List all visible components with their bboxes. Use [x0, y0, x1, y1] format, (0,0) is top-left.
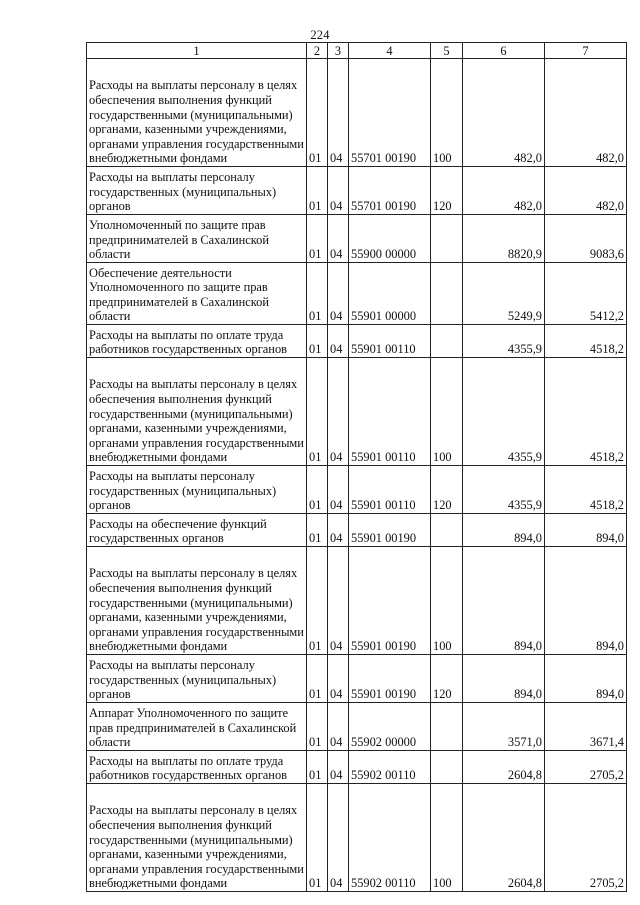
amount-year2-cell: 894,0: [545, 514, 627, 547]
amount-year2-cell: 894,0: [545, 655, 627, 703]
amount-year1-cell: 894,0: [463, 547, 545, 655]
table-row: [87, 751, 627, 784]
amount-year1-cell: 5249,9: [463, 263, 545, 325]
subsection-code-cell: 04: [328, 215, 349, 263]
target-article-cell: 55901 00190: [349, 655, 431, 703]
expense-type-cell: 100: [431, 784, 463, 892]
table-row: [87, 59, 627, 167]
row-name-cell: Расходы на выплаты персоналу государственных (муниципальных) органов: [87, 466, 307, 514]
subsection-code-cell: 04: [328, 325, 349, 358]
amount-year1-cell: 894,0: [463, 655, 545, 703]
column-header-3: 3: [328, 43, 349, 59]
section-code-cell: 01: [307, 263, 328, 325]
expense-type-cell: 100: [431, 547, 463, 655]
row-name-cell: Расходы на выплаты персоналу в целях обеспечения выполнения функций государственными (муниципальными) органами, казенными учреждениями, органами управления государственными внебюджетными фондами: [87, 358, 307, 466]
table-row: [87, 263, 627, 325]
expense-type-cell: 120: [431, 655, 463, 703]
amount-year2-cell: 482,0: [545, 167, 627, 215]
expense-type-cell: [431, 263, 463, 325]
section-code-cell: 01: [307, 655, 328, 703]
row-name-cell: Расходы на выплаты персоналу в целях обеспечения выполнения функций государственными (муниципальными) органами, казенными учреждениями, органами управления государственными внебюджетными фондами: [87, 784, 307, 892]
table-row: [87, 547, 627, 655]
expense-type-cell: [431, 703, 463, 751]
subsection-code-cell: 04: [328, 547, 349, 655]
row-name-cell: Расходы на выплаты персоналу в целях обеспечения выполнения функций государственными (муниципальными) органами, казенными учреждениями, органами управления государственными внебюджетными фондами: [87, 547, 307, 655]
row-name-cell: Расходы на выплаты персоналу государственных (муниципальных) органов: [87, 167, 307, 215]
amount-year2-cell: 482,0: [545, 59, 627, 167]
column-header-7: 7: [545, 43, 627, 59]
amount-year1-cell: 482,0: [463, 167, 545, 215]
section-code-cell: 01: [307, 547, 328, 655]
table-row: [87, 514, 627, 547]
table-row: [87, 784, 627, 892]
row-name-cell: Уполномоченный по защите прав предпринимателей в Сахалинской области: [87, 215, 307, 263]
amount-year1-cell: 894,0: [463, 514, 545, 547]
table-row: [87, 167, 627, 215]
row-name-cell: Расходы на выплаты по оплате труда работников государственных органов: [87, 751, 307, 784]
row-name-cell: Расходы на выплаты персоналу государственных (муниципальных) органов: [87, 655, 307, 703]
subsection-code-cell: 04: [328, 655, 349, 703]
expense-type-cell: 100: [431, 59, 463, 167]
subsection-code-cell: 04: [328, 784, 349, 892]
amount-year2-cell: 5412,2: [545, 263, 627, 325]
subsection-code-cell: 04: [328, 167, 349, 215]
subsection-code-cell: 04: [328, 358, 349, 466]
expense-type-cell: 120: [431, 167, 463, 215]
expense-type-cell: [431, 514, 463, 547]
expense-type-cell: [431, 215, 463, 263]
subsection-code-cell: 04: [328, 751, 349, 784]
section-code-cell: 01: [307, 751, 328, 784]
target-article-cell: 55901 00110: [349, 358, 431, 466]
target-article-cell: 55901 00110: [349, 325, 431, 358]
subsection-code-cell: 04: [328, 466, 349, 514]
table-row: [87, 655, 627, 703]
section-code-cell: 01: [307, 59, 328, 167]
expense-type-cell: 120: [431, 466, 463, 514]
amount-year2-cell: 4518,2: [545, 358, 627, 466]
section-code-cell: 01: [307, 215, 328, 263]
table-header-row: [87, 43, 627, 59]
amount-year1-cell: 2604,8: [463, 784, 545, 892]
section-code-cell: 01: [307, 325, 328, 358]
amount-year2-cell: 894,0: [545, 547, 627, 655]
section-code-cell: 01: [307, 703, 328, 751]
table-row: [87, 325, 627, 358]
row-name-cell: Аппарат Уполномоченного по защите прав предпринимателей в Сахалинской области: [87, 703, 307, 751]
amount-year1-cell: 2604,8: [463, 751, 545, 784]
section-code-cell: 01: [307, 784, 328, 892]
amount-year1-cell: 482,0: [463, 59, 545, 167]
target-article-cell: 55901 00000: [349, 263, 431, 325]
section-code-cell: 01: [307, 514, 328, 547]
subsection-code-cell: 04: [328, 514, 349, 547]
column-header-2: 2: [307, 43, 328, 59]
table-row: [87, 703, 627, 751]
amount-year1-cell: 8820,9: [463, 215, 545, 263]
table-row: [87, 215, 627, 263]
amount-year1-cell: 4355,9: [463, 325, 545, 358]
amount-year2-cell: 4518,2: [545, 325, 627, 358]
amount-year2-cell: 2705,2: [545, 784, 627, 892]
target-article-cell: 55701 00190: [349, 167, 431, 215]
amount-year2-cell: 3671,4: [545, 703, 627, 751]
target-article-cell: 55901 00110: [349, 466, 431, 514]
target-article-cell: 55902 00110: [349, 751, 431, 784]
subsection-code-cell: 04: [328, 59, 349, 167]
amount-year2-cell: 4518,2: [545, 466, 627, 514]
amount-year2-cell: 9083,6: [545, 215, 627, 263]
budget-table: [86, 42, 627, 892]
column-header-5: 5: [431, 43, 463, 59]
subsection-code-cell: 04: [328, 263, 349, 325]
column-header-4: 4: [349, 43, 431, 59]
row-name-cell: Расходы на обеспечение функций государственных органов: [87, 514, 307, 547]
expense-type-cell: [431, 751, 463, 784]
amount-year1-cell: 3571,0: [463, 703, 545, 751]
row-name-cell: Расходы на выплаты по оплате труда работников государственных органов: [87, 325, 307, 358]
amount-year2-cell: 2705,2: [545, 751, 627, 784]
table-row: [87, 466, 627, 514]
row-name-cell: Расходы на выплаты персоналу в целях обеспечения выполнения функций государственными (муниципальными) органами, казенными учреждениями, органами управления государственными внебюджетными фондами: [87, 59, 307, 167]
target-article-cell: 55902 00110: [349, 784, 431, 892]
row-name-cell: Обеспечение деятельности Уполномоченного по защите прав предпринимателей в Сахалинской области: [87, 263, 307, 325]
table-row: [87, 358, 627, 466]
column-header-6: 6: [463, 43, 545, 59]
column-header-1: 1: [87, 43, 307, 59]
section-code-cell: 01: [307, 358, 328, 466]
table-body: [87, 59, 627, 892]
target-article-cell: 55701 00190: [349, 59, 431, 167]
section-code-cell: 01: [307, 466, 328, 514]
page-number: 224: [310, 28, 330, 42]
section-code-cell: 01: [307, 167, 328, 215]
amount-year1-cell: 4355,9: [463, 358, 545, 466]
amount-year1-cell: 4355,9: [463, 466, 545, 514]
target-article-cell: 55902 00000: [349, 703, 431, 751]
expense-type-cell: [431, 325, 463, 358]
expense-type-cell: 100: [431, 358, 463, 466]
target-article-cell: 55901 00190: [349, 547, 431, 655]
target-article-cell: 55900 00000: [349, 215, 431, 263]
subsection-code-cell: 04: [328, 703, 349, 751]
target-article-cell: 55901 00190: [349, 514, 431, 547]
